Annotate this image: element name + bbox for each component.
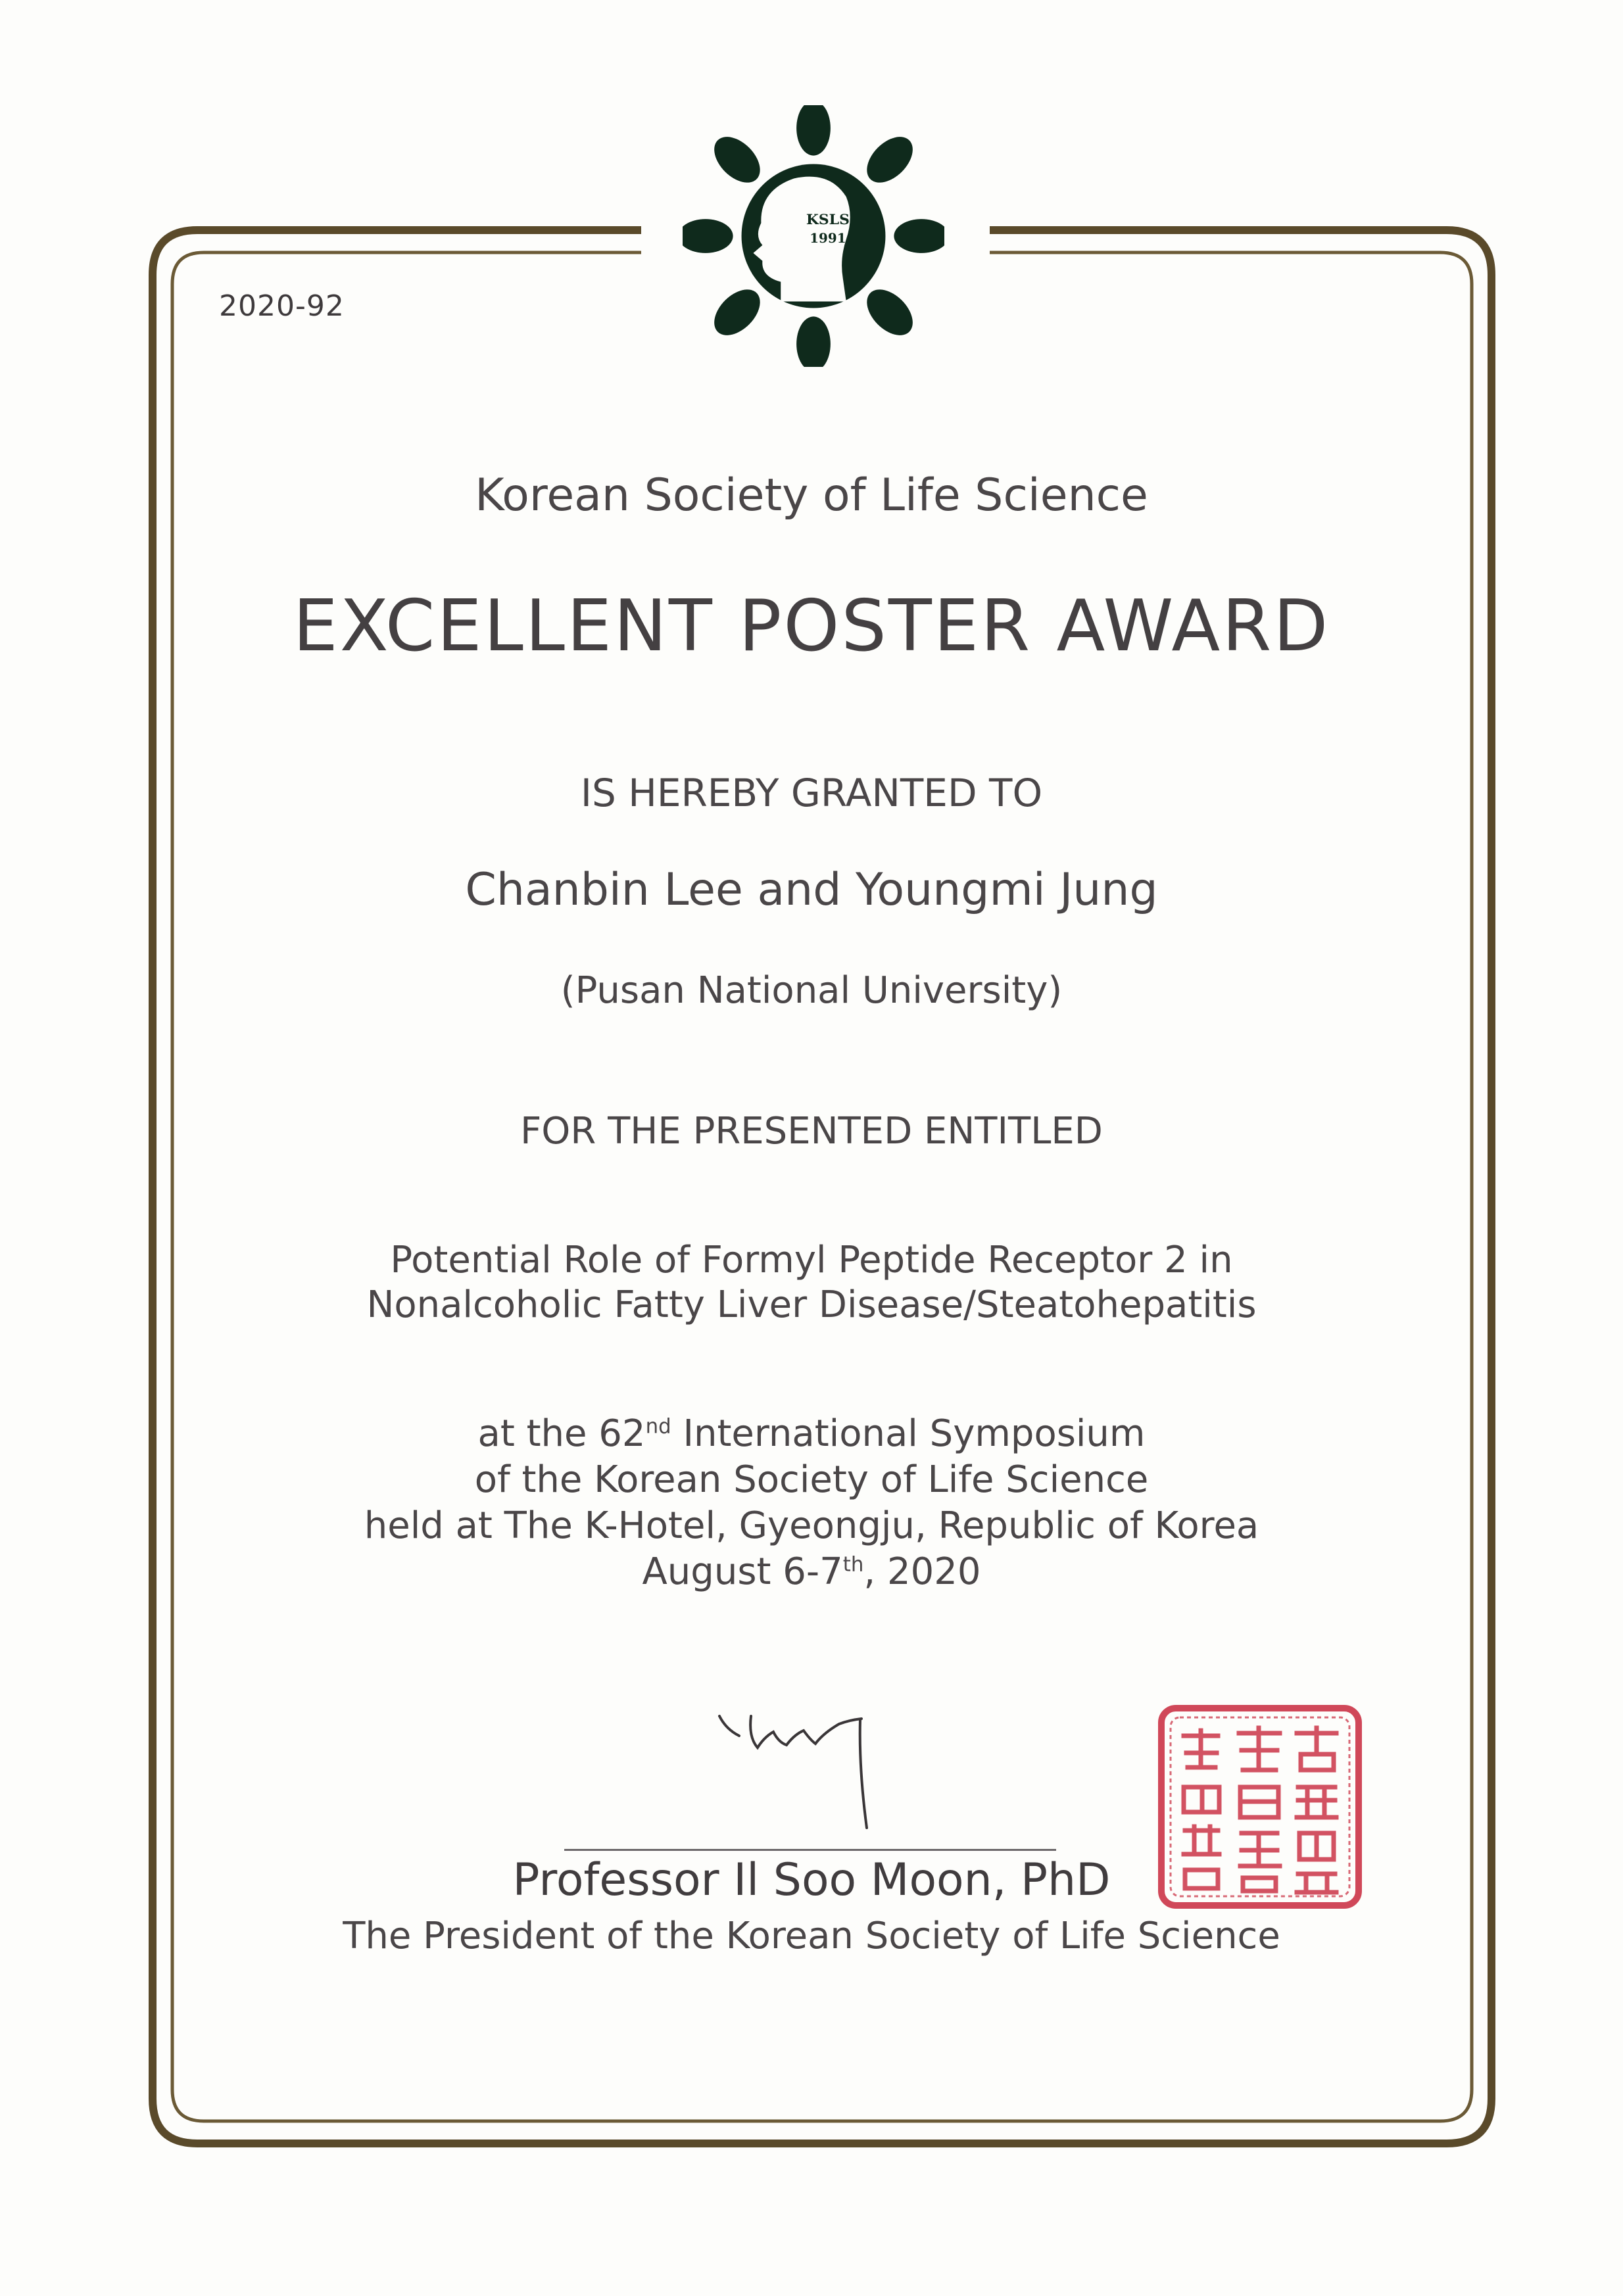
signer-name: Professor Il Soo Moon, PhD bbox=[512, 1854, 1111, 1906]
presented-line: FOR THE PRESENTED ENTITLED bbox=[520, 1110, 1103, 1153]
paper-title-line-1: Potential Role of Formyl Peptide Receptor 2 in bbox=[390, 1239, 1233, 1281]
recipients: Chanbin Lee and Youngmi Jung bbox=[465, 864, 1158, 916]
event-date-ordinal: th bbox=[842, 1552, 864, 1577]
logo-text-ksls: KSLS bbox=[806, 211, 850, 229]
event-line-1-suffix: International Symposium bbox=[671, 1412, 1146, 1455]
event-date-suffix: , 2020 bbox=[863, 1550, 981, 1593]
logo-text-year: 1991 bbox=[810, 229, 846, 246]
event-line-1 bbox=[0, 1412, 1623, 1455]
granted-line: IS HEREBY GRANTED TO bbox=[580, 771, 1043, 815]
signer-title: The President of the Korean Society of Life Science bbox=[343, 1915, 1280, 1957]
event-line-3: held at The K-Hotel, Gyeongju, Republic of Korea bbox=[364, 1504, 1259, 1547]
society-name: Korean Society of Life Science bbox=[475, 469, 1148, 521]
official-seal bbox=[1155, 1702, 1365, 1912]
event-line-1-ordinal: nd bbox=[645, 1414, 671, 1439]
event-date bbox=[0, 1550, 1623, 1593]
award-title: EXCELLENT POSTER AWARD bbox=[293, 585, 1330, 667]
event-date-prefix: August 6-7 bbox=[642, 1550, 843, 1593]
signature-line bbox=[564, 1849, 1056, 1851]
ksls-logo bbox=[683, 105, 944, 367]
certificate-number: 2020-92 bbox=[219, 289, 345, 323]
event-line-1-prefix: at the 62 bbox=[477, 1412, 646, 1455]
handwritten-signature bbox=[710, 1696, 881, 1848]
paper-title-line-2: Nonalcoholic Fatty Liver Disease/Steatohepatitis bbox=[366, 1283, 1257, 1326]
affiliation: (Pusan National University) bbox=[560, 969, 1063, 1012]
event-line-2: of the Korean Society of Life Science bbox=[474, 1458, 1149, 1501]
